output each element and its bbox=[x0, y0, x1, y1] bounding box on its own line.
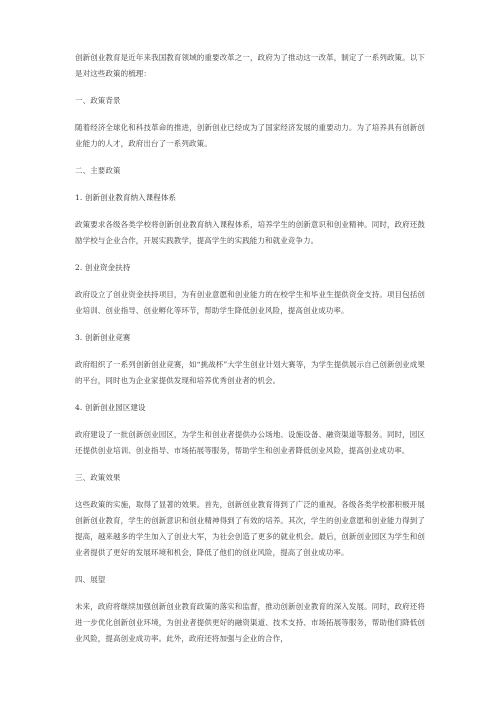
policy-paragraph-park: 政府建设了一批创新创业园区，为学生和创业者提供办公场地、设施设备、融资渠道等服务。同时，园区还提供创业培训、创业指导、市场拓展等服务，帮助学生和创业者降低创业风险，提高创业成功率。 bbox=[75, 430, 425, 455]
background-paragraph: 随着经济全球化和科技革命的推进，创新创业已经成为了国家经济发展的重要动力。为了培养具有创新创业能力的人才，政府出台了一系列政策。 bbox=[75, 123, 425, 148]
policy-title-funding: 2. 创业资金扶持 bbox=[75, 263, 131, 272]
policy-paragraph-curriculum: 政策要求各级各类学校将创新创业教育纳入课程体系，培养学生的创新意识和创业精神。同时，政府还鼓励学校与企业合作，开展实践教学，提高学生的实践能力和就业竞争力。 bbox=[75, 220, 425, 245]
section-heading-main-policies: 二、主要政策 bbox=[75, 166, 121, 175]
policy-title-curriculum: 1. 创新创业教育纳入课程体系 bbox=[75, 193, 177, 202]
section-heading-outlook: 四、展望 bbox=[75, 575, 106, 584]
outlook-paragraph: 未来，政府将继续加强创新创业教育政策的落实和监督，推动创新创业教育的深入发展。同时，政府还将进一步优化创新创业环境，为创业者提供更好的融资渠道、技术支持、市场拓展等服务，帮助他们降低创业风险，提高创业成功率。此外，政府还将加强与企业的合作， bbox=[75, 602, 425, 643]
policy-paragraph-funding: 政府设立了创业资金扶持项目，为有创业意愿和创业能力的在校学生和毕业生提供资金支持。项目包括创业培训、创业指导、创业孵化等环节，帮助学生降低创业风险，提高创业成功率。 bbox=[75, 290, 425, 315]
document-body bbox=[75, 50, 425, 658]
section-heading-effects: 三、政策效果 bbox=[75, 473, 121, 482]
intro-paragraph: 创新创业教育是近年来我国教育领域的重要改革之一，政府为了推动这一改革，制定了一系列政策。以下是对这些政策的梳理： bbox=[75, 53, 425, 78]
section-heading-background: 一、政策背景 bbox=[75, 96, 121, 105]
effects-paragraph: 这些政策的实施，取得了显著的效果。首先，创新创业教育得到了广泛的重视，各级各类学校都积极开展创新创业教育，学生的创新意识和创业精神得到了有效的培养。其次，学生的创业意愿和创业能力得到了提高，越来越多的学生加入了创业大军，为社会创造了更多的就业机会。最后，创新创业园区为学生和创业者提供了更好的发展环境和机会，降低了他们的创业风险，提高了创业成功率。 bbox=[75, 500, 425, 557]
policy-paragraph-competition: 政府组织了一系列创新创业竞赛，如“挑战杯”大学生创业计划大赛等，为学生提供展示自己创新创业成果的平台，同时也为企业家提供发现和培养优秀创业者的机会。 bbox=[75, 360, 425, 385]
policy-title-competition: 3. 创新创业竞赛 bbox=[75, 333, 131, 342]
policy-title-park: 4. 创新创业园区建设 bbox=[75, 403, 146, 412]
